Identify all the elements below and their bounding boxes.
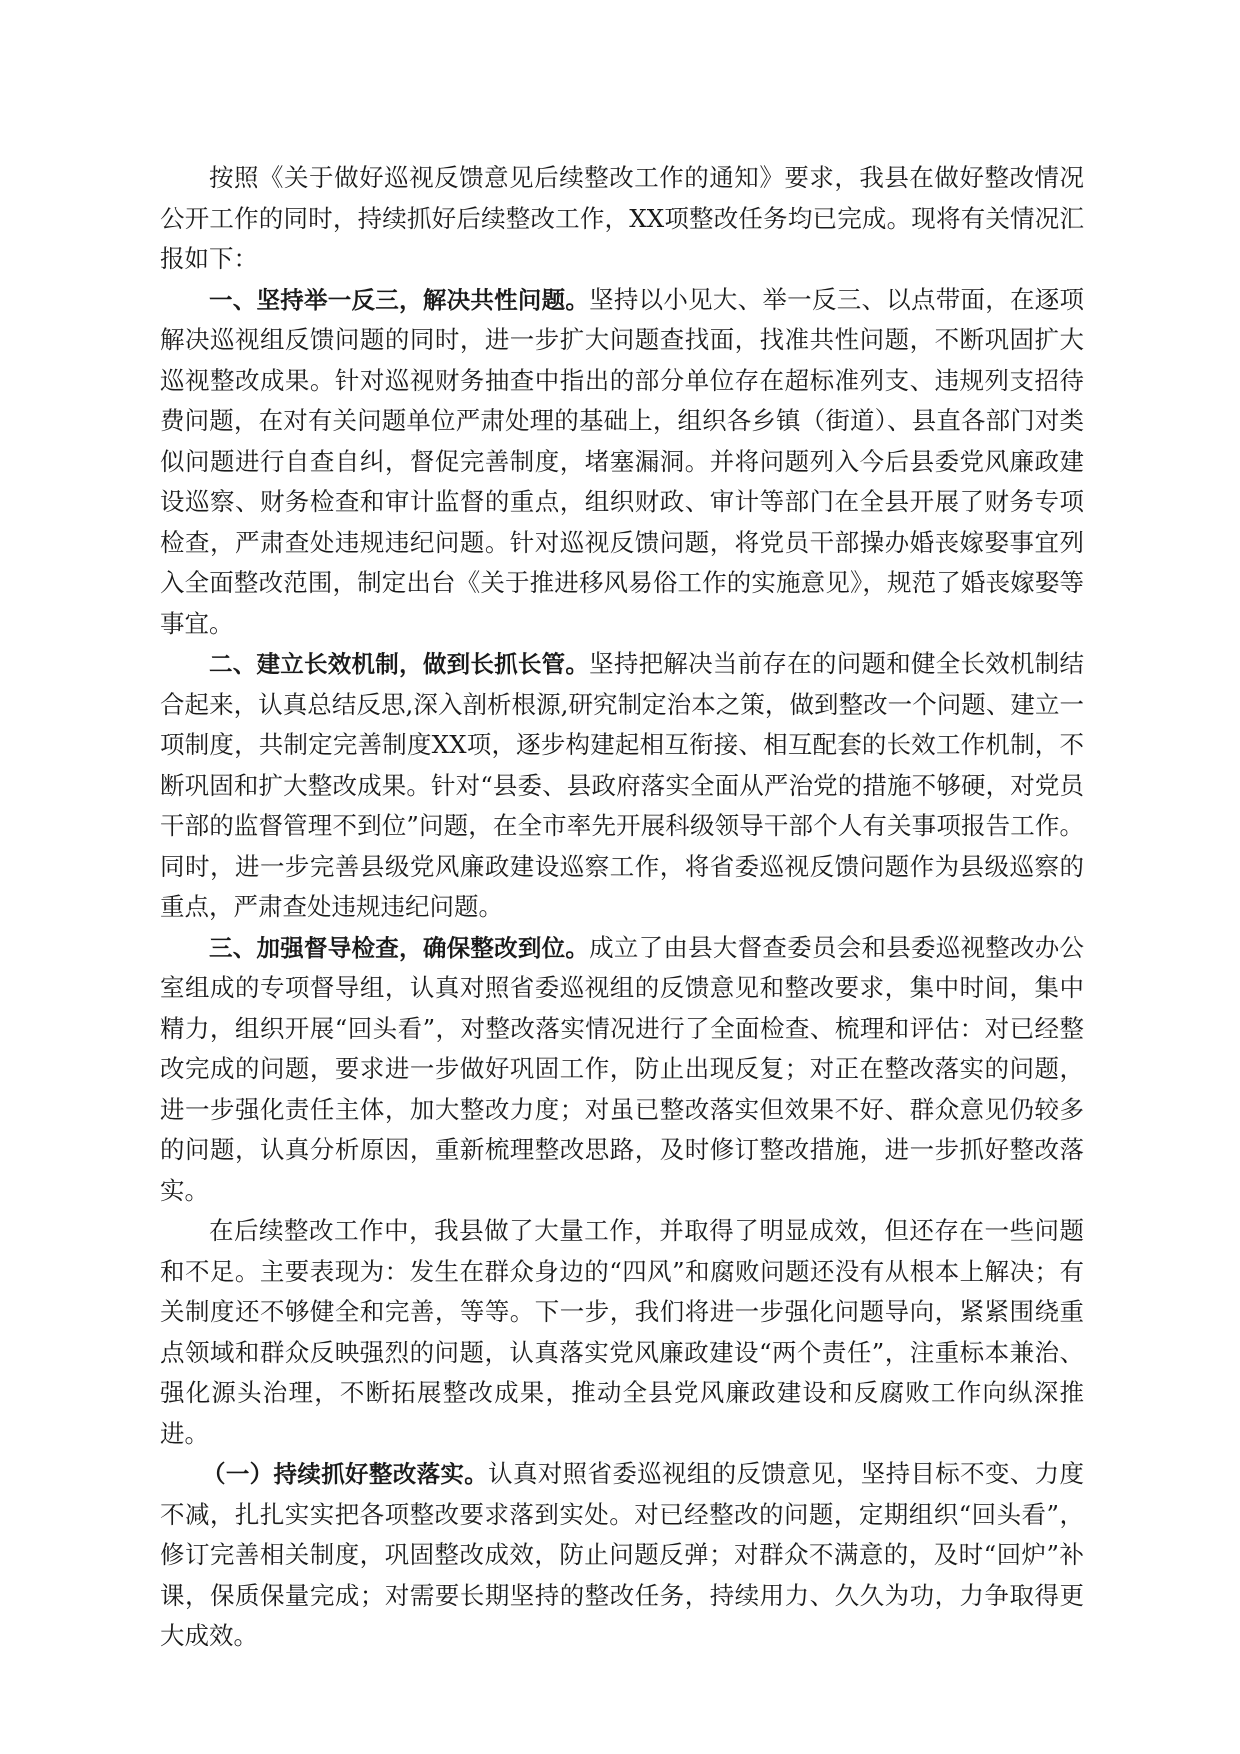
section-3-heading: 三、加强督导检查，确保整改到位。 — [209, 933, 590, 962]
section-2-body: 坚持把解决当前存在的问题和健全长效机制结合起来，认真总结反思,深入剖析根源,研究制定治本之策，做到整改一个问题、建立一项制度，共制定完善制度XX项，逐步构建起相互衔接、相互配套的长效工作机制，不断巩固和扩大整改成果。针对“县委、县政府落实全面从严治党的措施不够硬，对党员干部的监督管理不到位”问题，在全市率先开展科级领导干部个人有关事项报告工作。同时，进一步完善县级党风廉政建设巡察工作，将省委巡视反馈问题作为县级巡察的重点，严肃查处违规违纪问题。 — [160, 649, 1085, 921]
intro-paragraph — [160, 158, 1084, 280]
section-1-paragraph — [160, 280, 1084, 645]
summary-paragraph — [160, 1211, 1084, 1454]
section-1-heading: 一、坚持举一反三，解决共性问题。 — [209, 285, 590, 314]
document-page — [160, 158, 1084, 1657]
subsection-paragraph — [160, 1454, 1084, 1657]
subsection-heading: （一）持续抓好整改落实。 — [202, 1460, 489, 1488]
section-2-heading: 二、建立长效机制，做到长抓长管。 — [209, 650, 590, 678]
section-3-body: 成立了由县大督查委员会和县委巡视整改办公室组成的专项督导组，认真对照省委巡视组的反馈意见和整改要求，集中时间，集中精力，组织开展“回头看”，对整改落实情况进行了全面检查、梳理和评估：对已经整改完成的问题，要求进一步做好巩固工作，防止出现反复；对正在整改落实的问题，进一步强化责任主体，加大整改力度；对虽已整改落实但效果不好、群众意见仍较多的问题，认真分析原因，重新梳理整改思路，及时修订整改措施，进一步抓好整改落实。 — [160, 932, 1085, 1205]
summary-text: 在后续整改工作中，我县做了大量工作，并取得了明显成效，但还存在一些问题和不足。主要表现为：发生在群众身边的“四风”和腐败问题还没有从根本上解决；有关制度还不够健全和完善，等等。下一步，我们将进一步强化问题导向，紧紧围绕重点领域和群众反映强烈的问题，认真落实党风廉政建设“两个责任”，注重标本兼治、强化源头治理，不断拓展整改成果，推动全县党风廉政建设和反腐败工作向纵深推进。 — [160, 1216, 1084, 1448]
section-2-paragraph — [160, 644, 1084, 928]
subsection-body: 认真对照省委巡视组的反馈意见，坚持目标不变、力度不减，扎扎实实把各项整改要求落到实处。对已经整改的问题，定期组织“回头看”，修订完善相关制度，巩固整改成效，防止问题反弹；对群众不满意的，及时“回炉”补课，保质保量完成；对需要长期坚持的整改任务，持续用力、久久为功，力争取得更大成效。 — [160, 1459, 1085, 1650]
section-3-paragraph — [160, 928, 1084, 1212]
intro-text: 按照《关于做好巡视反馈意见后续整改工作的通知》要求，我县在做好整改情况公开工作的同时，持续抓好后续整改工作，XX项整改任务均已完成。现将有关情况汇报如下： — [160, 163, 1084, 273]
section-1-body: 坚持以小见大、举一反三、以点带面，在逐项解决巡视组反馈问题的同时，进一步扩大问题查找面，找准共性问题，不断巩固扩大巡视整改成果。针对巡视财务抽查中指出的部分单位存在超标准列支、违规列支招待费问题，在对有关问题单位严肃处理的基础上，组织各乡镇（街道）、县直各部门对类似问题进行自查自纠，督促完善制度，堵塞漏洞。并将问题列入今后县委党风廉政建设巡察、财务检查和审计监督的重点，组织财政、审计等部门在全县开展了财务专项检查，严肃查处违规违纪问题。针对巡视反馈问题，将党员干部操办婚丧嫁娶事宜列入全面整改范围，制定出台《关于推进移风易俗工作的实施意见》，规范了婚丧嫁娶等事宜。 — [160, 284, 1085, 638]
